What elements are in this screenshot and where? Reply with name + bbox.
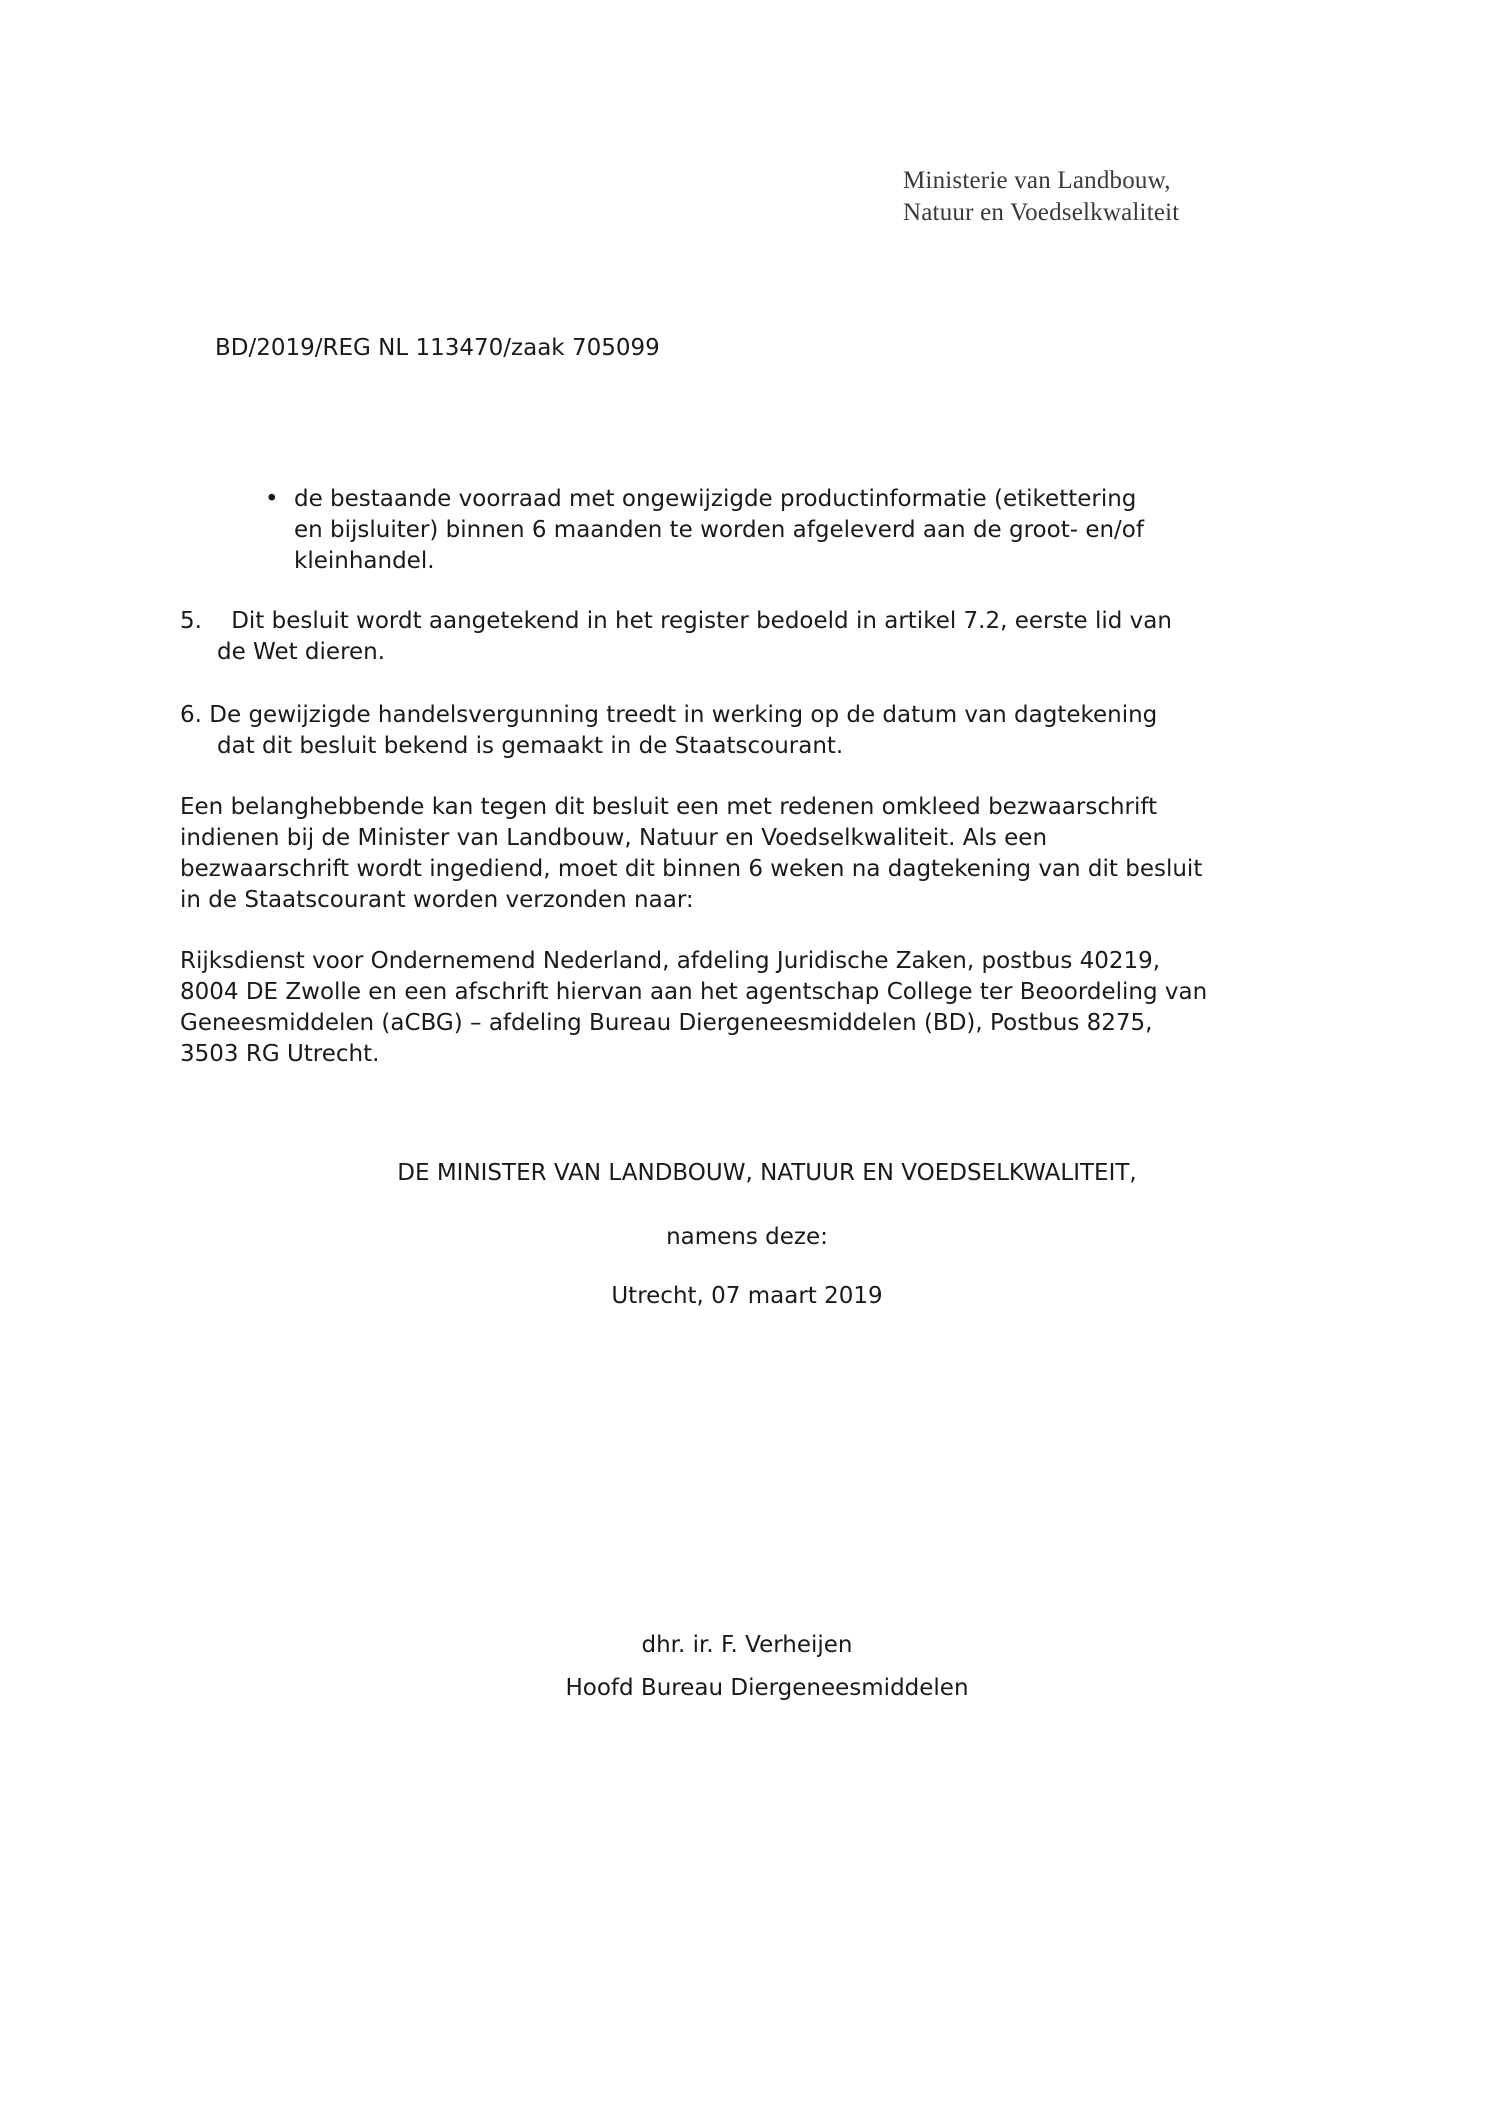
item-number: 5.: [180, 608, 202, 634]
signatory-title: Hoofd Bureau Diergeneesmiddelen: [565, 1675, 969, 1701]
bullet-line: kleinhandel.: [294, 548, 435, 574]
paragraph-line: bezwaarschrift wordt ingediend, moet dit binnen 6 weken na dagtekening van dit besluit: [180, 856, 1203, 882]
item-line: dat dit besluit bekend is gemaakt in de Staatscourant.: [217, 733, 844, 759]
item-line: de Wet dieren.: [217, 639, 386, 665]
item-line: De gewijzigde handelsvergunning treedt in werking op de datum van dagtekening: [209, 702, 1158, 728]
bullet-line: de bestaande voorraad met ongewijzigde productinformatie (etikettering: [294, 486, 1137, 512]
signatory-name: dhr. ir. F. Verheijen: [641, 1632, 853, 1658]
reference-number: BD/2019/REG NL 113470/zaak 705099: [215, 335, 660, 361]
objection-paragraph: [180, 792, 1330, 916]
paragraph-line: indienen bij de Minister van Landbouw, Natuur en Voedselkwaliteit. Als een: [180, 825, 1048, 851]
signing-authority: DE MINISTER VAN LANDBOUW, NATUUR EN VOEDSELKWALITEIT,: [397, 1160, 1137, 1186]
item-number: 6.: [180, 702, 202, 728]
paragraph-line: Geneesmiddelen (aCBG) – afdeling Bureau Diergeneesmiddelen (BD), Postbus 8275,: [180, 1010, 1153, 1036]
on-behalf-label: namens deze:: [666, 1224, 828, 1250]
address-paragraph: [180, 946, 1330, 1070]
paragraph-line: in de Staatscourant worden verzonden naar:: [180, 887, 694, 913]
paragraph-line: 8004 DE Zwolle en een afschrift hiervan aan het agentschap College ter Beoordeling van: [180, 979, 1208, 1005]
ministry-letterhead: [903, 165, 1179, 229]
paragraph-line: Rijksdienst voor Ondernemend Nederland, afdeling Juridische Zaken, postbus 40219,: [180, 948, 1161, 974]
bullet-line: en bijsluiter) binnen 6 maanden te worden afgeleverd aan de groot- en/of: [294, 517, 1144, 543]
bullet-icon: •: [265, 486, 279, 512]
item-line: Dit besluit wordt aangetekend in het register bedoeld in artikel 7.2, eerste lid van: [231, 608, 1172, 634]
letterhead-line-1: Ministerie van Landbouw,: [903, 167, 1171, 194]
paragraph-line: Een belanghebbende kan tegen dit besluit een met redenen omkleed bezwaarschrift: [180, 794, 1158, 820]
numbered-item-5: [180, 606, 1172, 668]
numbered-item-6: [180, 700, 1157, 762]
letterhead-line-2: Natuur en Voedselkwaliteit: [903, 199, 1180, 226]
place-and-date: Utrecht, 07 maart 2019: [611, 1283, 883, 1309]
paragraph-line: 3503 RG Utrecht.: [180, 1041, 380, 1067]
bullet-item: [265, 484, 1265, 577]
